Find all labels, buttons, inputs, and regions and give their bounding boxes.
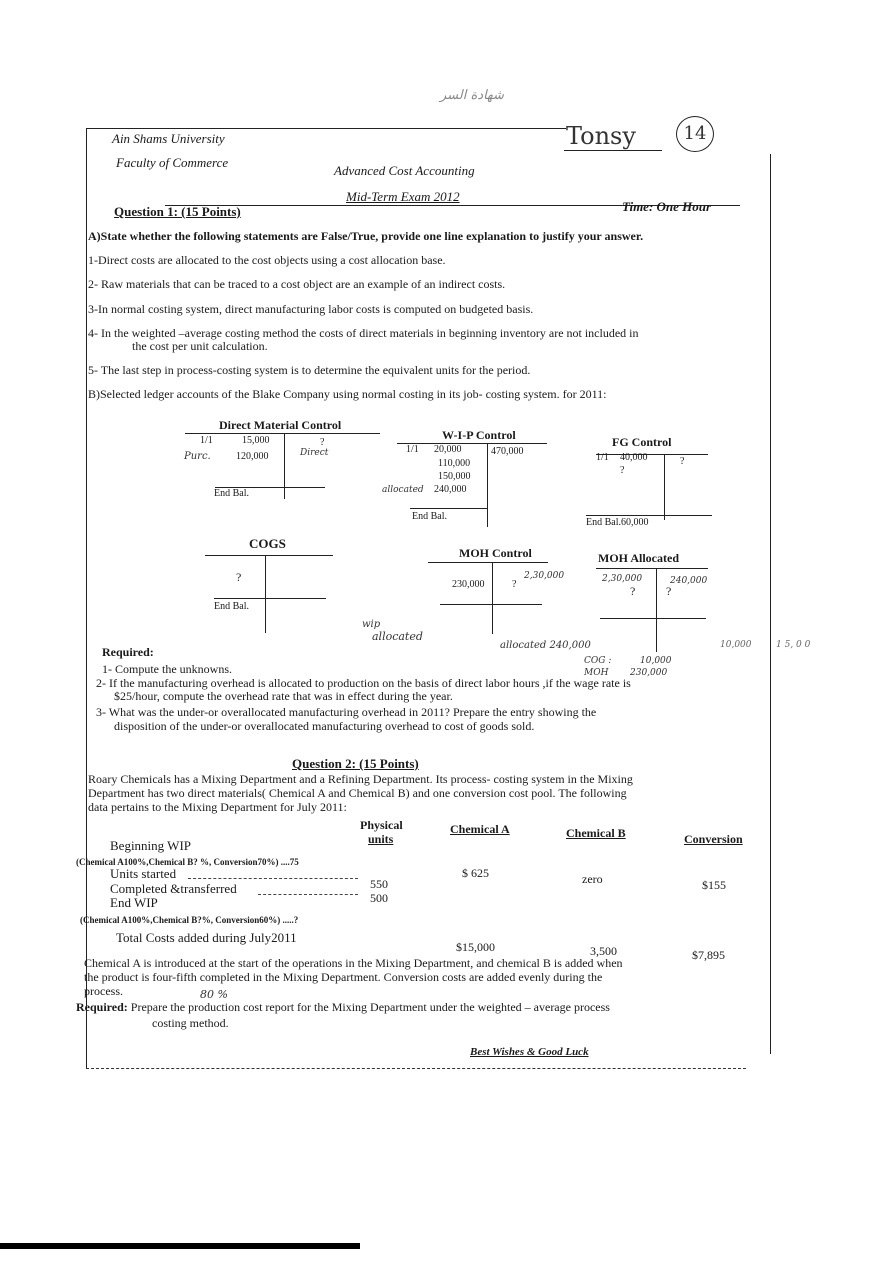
dm-note: Direct [300, 448, 329, 458]
dm-account-title: Direct Material Control [219, 418, 342, 432]
moh-value: 230,000 [630, 668, 668, 678]
col-chemical-a: Chemical A [450, 822, 510, 836]
scan-edge-bar [0, 1243, 360, 1249]
wip-t-top [397, 443, 547, 444]
faculty-name: Faculty of Commerce [116, 155, 229, 170]
statement-3: 3-In normal costing system, direct manufacturing labor costs is computed on budgeted basis. [88, 302, 534, 316]
cog-value: 10,000 [640, 656, 672, 666]
mohc-value-1: 230,000 [452, 579, 485, 590]
cog-note: COG : [584, 656, 612, 666]
cell-units-completed: 500 [370, 891, 388, 905]
statement-4a: 4- In the weighted –average costing method the costs of direct materials in beginning inventory are not included in [88, 326, 639, 340]
q2-paragraph-1: Roary Chemicals has a Mixing Department and a Refining Department. Its process- costing system in the Mixing [88, 772, 633, 786]
wip-value-2: 110,000 [438, 458, 471, 469]
q1-required-3a: 3- What was the under-or overallocated manufacturing overhead in 2011? Prepare the entry showing the [96, 705, 597, 719]
allocated-total-note: allocated 240,000 [500, 640, 591, 651]
q2-text-1: Chemical A is introduced at the start of the operations in the Mixing Department, and chemical B is added when [84, 956, 623, 970]
row-completed-transferred: Completed &transferred [110, 881, 237, 896]
cell-b-total: 3,500 [590, 944, 617, 958]
wip-end-balance: End Bal. [412, 511, 447, 522]
fg-date-1: 1/1 [596, 452, 609, 463]
statement-1: 1-Direct costs are allocated to the cost objects using a cost allocation base. [88, 253, 446, 267]
frame-bottom [86, 1068, 746, 1069]
moha-t-top [596, 568, 708, 569]
q2-title: Question 2: (15 Points) [292, 756, 419, 771]
q2-text-3: process. [84, 984, 123, 998]
cogs-t-top [205, 555, 333, 556]
q2-required-2: costing method. [152, 1016, 229, 1030]
dm-value-2: 120,000 [236, 451, 269, 462]
cell-units-started: 550 [370, 877, 388, 891]
wip-value-1: 20,000 [434, 444, 462, 455]
wip-scribble: wip [362, 619, 381, 630]
closing-wishes: Best Wishes & Good Luck [470, 1046, 589, 1058]
moha-debit: ? [630, 584, 636, 598]
fg-t-top [596, 454, 708, 455]
cell-a-beginning: $ 625 [462, 866, 489, 880]
course-title: Advanced Cost Accounting [334, 163, 475, 178]
wip-value-4: 240,000 [434, 484, 467, 495]
moha-note-1: 2,30,000 [602, 574, 643, 584]
top-scribble: ﺷﻬﺎﺩﺓ ﺍﻟﺴﺮ [440, 88, 504, 103]
q1-required-title: Required: [102, 645, 154, 659]
q1-required-2a: 2- If the manufacturing overhead is allocated to production on the basis of direct labor hours ,if the wage rate is [96, 676, 631, 690]
frame-right [770, 154, 771, 1054]
fg-value-1: 40,000 [620, 452, 648, 463]
frame-left [86, 128, 87, 1068]
row-beginning-note: (Chemical A100%,Chemical B? %, Conversion70%) ....75 [76, 857, 299, 867]
units-started-leader [188, 878, 358, 879]
dm-credit-1: ? [320, 437, 325, 448]
cell-conv-beginning: $155 [702, 878, 726, 892]
q1-title: Question 1: (15 Points) [114, 204, 241, 219]
cogs-value-1: ? [236, 570, 242, 584]
row-end-wip: End WIP [110, 895, 158, 910]
mohc-t-divider [492, 562, 493, 634]
mohc-account-title: MOH Control [459, 546, 532, 560]
wip-account-title: W-I-P Control [442, 428, 516, 442]
dm-value-1: 15,000 [242, 435, 270, 446]
mohc-t-top [428, 562, 548, 563]
score-circle: 14 [676, 116, 714, 152]
percent-note: 80 % [200, 988, 228, 1001]
q2-text-2: the product is four-fifth completed in the Mixing Department. Conversion costs are added evenly during the [84, 970, 603, 984]
moha-account-title: MOH Allocated [598, 551, 679, 565]
right-margin-note: 10,000 [720, 640, 752, 650]
moha-total-rule [600, 618, 706, 619]
row-beginning-wip: Beginning WIP [110, 838, 192, 853]
fg-total-rule [586, 515, 712, 516]
allocated-scribble: allocated [372, 630, 423, 643]
exam-time: Time: One Hour [622, 199, 712, 214]
cell-a-total: $15,000 [456, 940, 495, 954]
col-conversion: Conversion [684, 832, 743, 846]
cell-conv-total: $7,895 [692, 948, 725, 962]
university-name: Ain Shams University [112, 131, 225, 146]
cogs-end-balance: End Bal. [214, 601, 249, 612]
statement-5: 5- The last step in process-costing system is to determine the equivalent units for the period. [88, 363, 531, 377]
wip-t-divider [487, 443, 488, 527]
wip-note: allocated [382, 485, 424, 495]
fg-t-divider [664, 454, 665, 520]
q1-required-1: 1- Compute the unknowns. [102, 662, 232, 676]
dm-date-1: 1/1 [200, 435, 213, 446]
exam-title: Mid-Term Exam 2012 [346, 189, 460, 204]
fg-account-title: FG Control [612, 435, 672, 449]
mohc-total-rule [440, 604, 542, 605]
q1-part-a: A)State whether the following statements are False/True, provide one line explanation to justify your answer. [88, 229, 644, 243]
col-physical-units-2: units [368, 832, 394, 846]
q2-required: Required: Prepare the production cost report for the Mixing Department under the weighted – average process [76, 1000, 610, 1014]
statement-2: 2- Raw materials that can be traced to a cost object are an example of an indirect costs. [88, 277, 506, 291]
far-right-note: 1 5, 0 0 [776, 640, 811, 650]
statement-4b: the cost per unit calculation. [132, 339, 268, 353]
wip-date-1: 1/1 [406, 444, 419, 455]
moha-t-divider [656, 568, 657, 652]
wip-value-3: 150,000 [438, 471, 471, 482]
row-total-costs: Total Costs added during July2011 [116, 930, 297, 945]
dm-end-balance: End Bal. [214, 488, 249, 499]
q1-part-b: B)Selected ledger accounts of the Blake Company using normal costing in its job- costing system. for 2011: [88, 387, 607, 401]
dm-t-top [185, 433, 380, 434]
cogs-total-rule [214, 598, 326, 599]
mohc-credit: ? [512, 579, 517, 590]
q2-paragraph-3: data pertains to the Mixing Department for July 2011: [88, 800, 347, 814]
cogs-account-title: COGS [249, 536, 286, 551]
student-name: Tonsy [566, 122, 636, 150]
row-units-started: Units started [110, 866, 177, 881]
cogs-t-divider [265, 555, 266, 633]
row-end-wip-note: (Chemical A100%,Chemical B?%, Conversion60%) .....? [80, 915, 299, 925]
moha-credit: ? [666, 584, 672, 598]
dm-t-divider [284, 433, 285, 499]
col-physical-units-1: Physical [360, 818, 403, 832]
moha-note-2: 240,000 [670, 576, 708, 586]
q1-required-3b: disposition of the under-or overallocated manufacturing overhead to cost of goods sold. [114, 719, 535, 733]
fg-value-2: ? [620, 465, 625, 476]
dm-date-2: Purc. [184, 451, 211, 462]
completed-leader [258, 894, 358, 895]
frame-top [86, 128, 566, 129]
col-chemical-b: Chemical B [566, 826, 626, 840]
fg-credit: ? [680, 456, 685, 467]
wip-credit: 470,000 [491, 446, 524, 457]
name-underline [564, 150, 662, 151]
fg-end-balance: End Bal.60,000 [586, 517, 649, 528]
mohc-note: 2,30,000 [524, 571, 565, 581]
q2-paragraph-2: Department has two direct materials( Chemical A and Chemical B) and one conversion cost pool. The following [88, 786, 627, 800]
moh-note: MOH [584, 668, 609, 678]
wip-total-rule [410, 508, 488, 509]
cell-b-beginning: zero [582, 872, 603, 886]
q1-required-2b: $25/hour, compute the overhead rate that was in effect during the year. [114, 689, 453, 703]
